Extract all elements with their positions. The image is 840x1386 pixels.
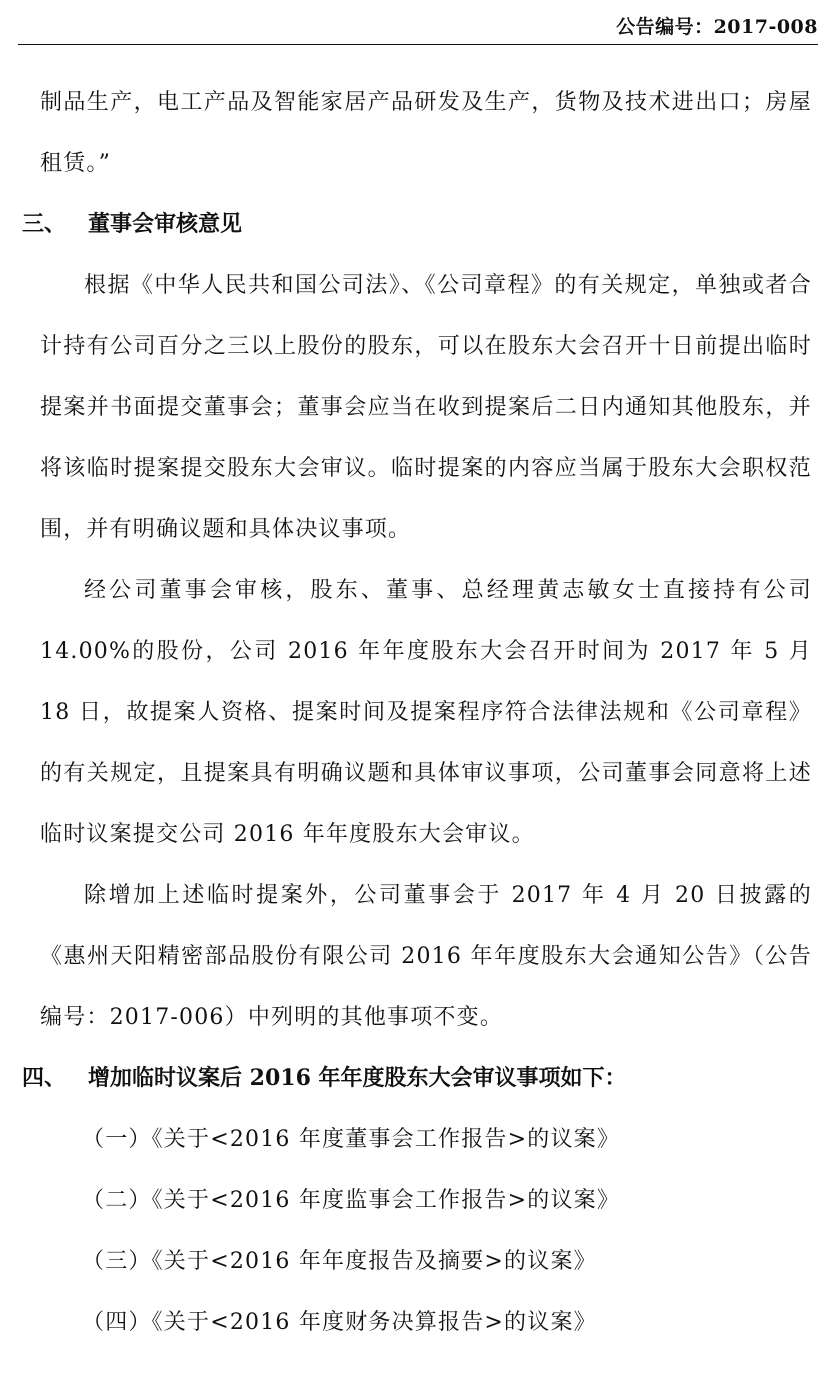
agenda-item: （四）《关于<2016 年度财务决算报告>的议案》	[82, 1310, 597, 1335]
header-rule	[18, 44, 818, 45]
paragraph: 经公司董事会审核，股东、董事、总经理黄志敏女士直接持有公司 14.00%的股份，公司 2016 年年度股东大会召开时间为 2017 年 5 月 18 日，故提案人资格、提案时间及提案程序符合法律法规和《公司章程》的有关规定，且提案具有明确议题和具体审议事项，公司董事会同意将上述临时议案提交公司 2016 年年度股东大会审议。	[40, 578, 812, 847]
paragraph: 除增加上述临时提案外，公司董事会于 2017 年 4 月 20 日披露的《惠州天阳精密部品股份有限公司 2016 年年度股东大会通知公告》（公告编号：2017-006）中列明的其他事项不变。	[40, 883, 812, 1030]
agenda-item: （三）《关于<2016 年年度报告及摘要>的议案》	[82, 1249, 597, 1274]
section-number: 四、	[22, 1065, 67, 1091]
section-number: 三、	[22, 211, 67, 237]
agenda-item: （一）《关于<2016 年度董事会工作报告>的议案》	[82, 1127, 621, 1152]
paragraph: 根据《中华人民共和国公司法》、《公司章程》的有关规定，单独或者合计持有公司百分之三以上股份的股东，可以在股东大会召开十日前提出临时提案并书面提交董事会；董事会应当在收到提案后二日内通知其他股东，并将该临时提案提交股东大会审议。临时提案的内容应当属于股东大会职权范围，并有明确议题和具体决议事项。	[40, 273, 812, 542]
section-title: 董事会审核意见	[88, 211, 243, 237]
agenda-list	[40, 1109, 812, 1353]
continuation-paragraph: 制品生产，电工产品及智能家居产品研发及生产，货物及技术进出口；房屋租赁。”	[40, 90, 812, 176]
section-title: 增加临时议案后 2016 年年度股东大会审议事项如下：	[88, 1065, 627, 1091]
announcement-number: 公告编号：2017-008	[616, 16, 818, 38]
agenda-item: （二）《关于<2016 年度监事会工作报告>的议案》	[82, 1188, 621, 1213]
section-heading-3	[22, 194, 812, 255]
section-heading-4	[22, 1048, 812, 1109]
document-body	[22, 72, 812, 1353]
